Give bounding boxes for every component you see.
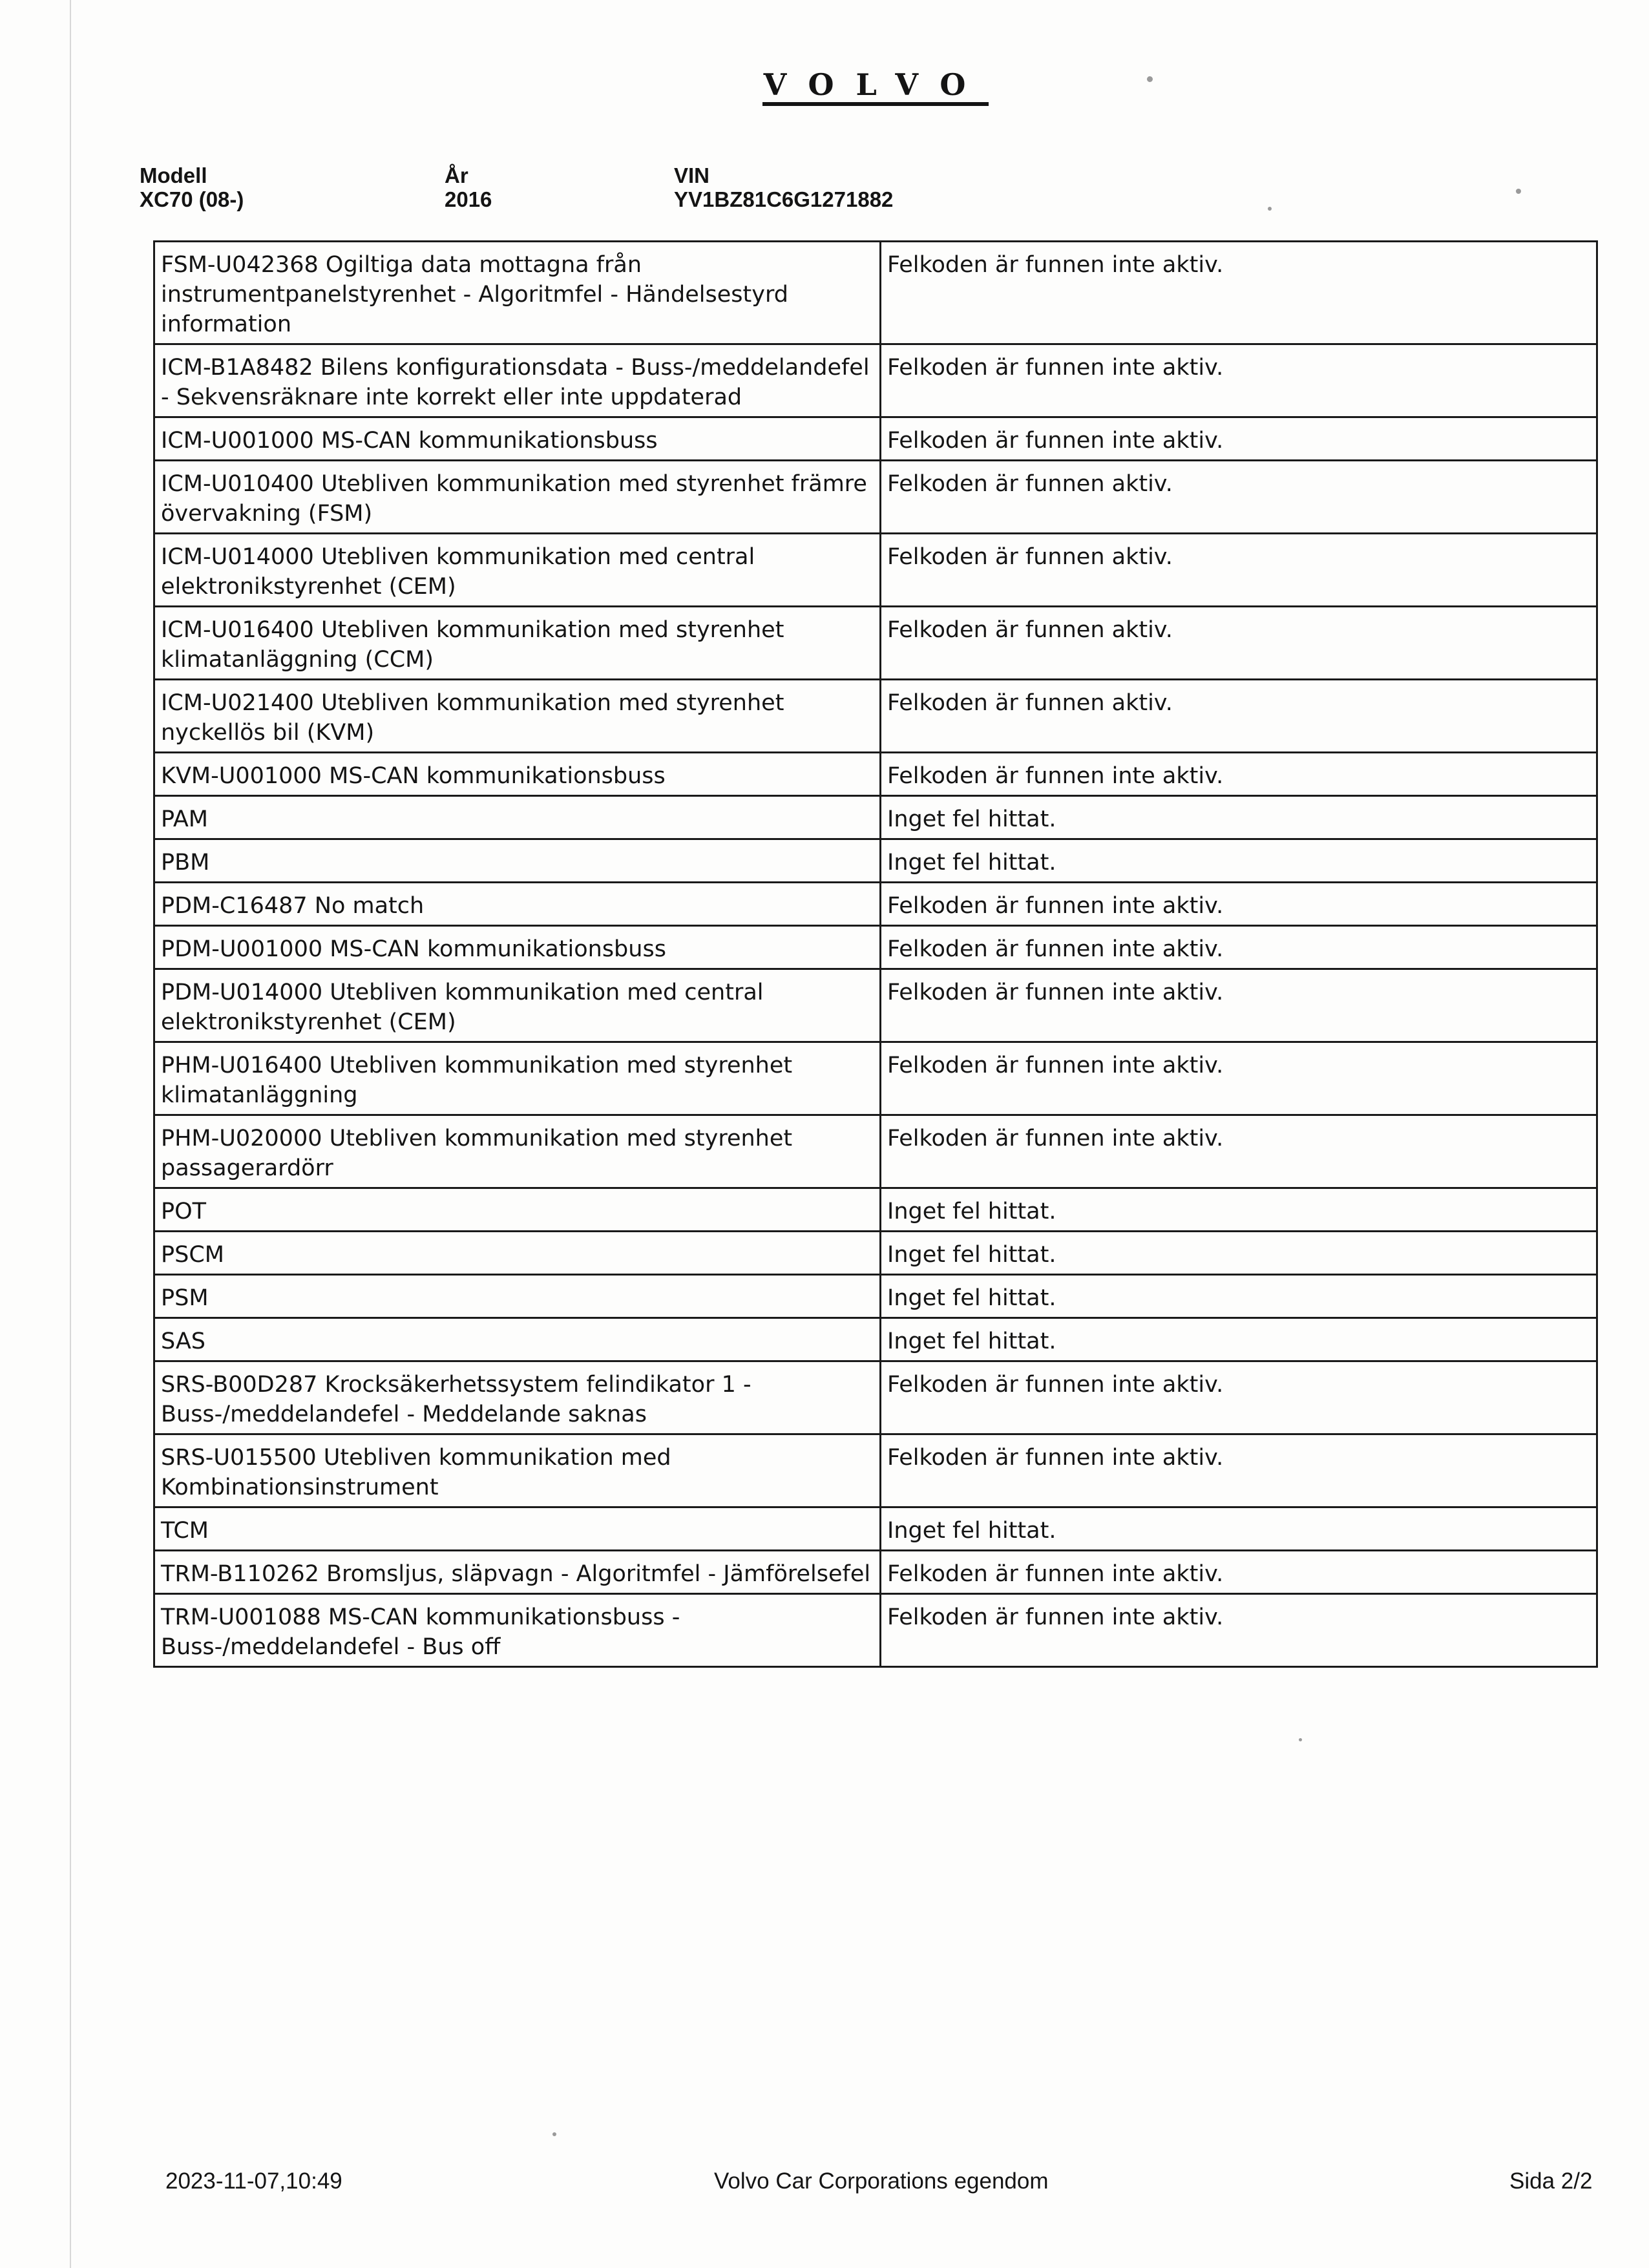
table-row	[154, 1551, 1597, 1594]
fault-status-cell: Felkoden är funnen aktiv.	[881, 534, 1597, 607]
scan-speck	[552, 2132, 556, 2136]
fault-code-cell: ICM-U016400 Utebliven kommunikation med styrenhet klimatanläggning (CCM)	[154, 607, 881, 680]
scan-speck	[1299, 1738, 1302, 1741]
fault-status-cell: Inget fel hittat.	[881, 839, 1597, 883]
table-row	[154, 461, 1597, 534]
table-row	[154, 534, 1597, 607]
table-row	[154, 242, 1597, 344]
fault-code-cell: PHM-U016400 Utebliven kommunikation med styrenhet klimatanläggning	[154, 1042, 881, 1115]
model-label: Modell	[140, 163, 207, 187]
fault-status-cell: Felkoden är funnen inte aktiv.	[881, 1434, 1597, 1507]
fault-code-cell: PSCM	[154, 1232, 881, 1275]
fault-status-cell: Felkoden är funnen inte aktiv.	[881, 417, 1597, 461]
fault-status-cell: Felkoden är funnen inte aktiv.	[881, 1115, 1597, 1188]
fault-code-cell: TRM-B110262 Bromsljus, släpvagn - Algoritmfel - Jämförelsefel	[154, 1551, 881, 1594]
fault-status-cell: Felkoden är funnen inte aktiv.	[881, 969, 1597, 1042]
fault-status-cell: Felkoden är funnen inte aktiv.	[881, 344, 1597, 417]
table-row	[154, 1188, 1597, 1232]
fault-code-cell: PDM-C16487 No match	[154, 883, 881, 926]
vin-value: YV1BZ81C6G1271882	[674, 187, 894, 211]
fault-code-cell: FSM-U042368 Ogiltiga data mottagna från instrumentpanelstyrenhet - Algoritmfel - Händelsestyrd information	[154, 242, 881, 344]
table-row	[154, 1361, 1597, 1434]
fault-status-cell: Inget fel hittat.	[881, 1318, 1597, 1361]
footer-timestamp: 2023-11-07,10:49	[165, 2168, 342, 2194]
table-row	[154, 1434, 1597, 1507]
footer-page-number: Sida 2/2	[1509, 2168, 1593, 2194]
fault-status-cell: Felkoden är funnen aktiv.	[881, 461, 1597, 534]
table-row	[154, 839, 1597, 883]
table-row	[154, 753, 1597, 796]
fault-code-cell: ICM-U010400 Utebliven kommunikation med styrenhet främre övervakning (FSM)	[154, 461, 881, 534]
table-row	[154, 344, 1597, 417]
fault-code-cell: ICM-U021400 Utebliven kommunikation med styrenhet nyckellös bil (KVM)	[154, 680, 881, 753]
year-value: 2016	[445, 187, 492, 211]
table-row	[154, 1115, 1597, 1188]
table-row	[154, 607, 1597, 680]
table-row	[154, 1232, 1597, 1275]
fault-status-cell: Felkoden är funnen inte aktiv.	[881, 926, 1597, 969]
table-row	[154, 1507, 1597, 1551]
fault-status-cell: Felkoden är funnen inte aktiv.	[881, 1361, 1597, 1434]
fault-code-cell: ICM-B1A8482 Bilens konfigurationsdata - Buss-/meddelandefel - Sekvensräknare inte korrekt eller inte uppdaterad	[154, 344, 881, 417]
fault-code-cell: SRS-U015500 Utebliven kommunikation med Kombinationsinstrument	[154, 1434, 881, 1507]
fault-code-cell: SAS	[154, 1318, 881, 1361]
table-row	[154, 1042, 1597, 1115]
table-row	[154, 1275, 1597, 1318]
table-row	[154, 926, 1597, 969]
scan-binding-line	[70, 0, 71, 2268]
fault-code-cell: PDM-U001000 MS-CAN kommunikationsbuss	[154, 926, 881, 969]
fault-code-cell: POT	[154, 1188, 881, 1232]
model-value: XC70 (08-)	[140, 187, 244, 211]
fault-status-cell: Felkoden är funnen inte aktiv.	[881, 883, 1597, 926]
fault-code-cell: PSM	[154, 1275, 881, 1318]
fault-status-cell: Felkoden är funnen inte aktiv.	[881, 1042, 1597, 1115]
table-row	[154, 883, 1597, 926]
fault-status-cell: Felkoden är funnen inte aktiv.	[881, 242, 1597, 344]
fault-status-cell: Inget fel hittat.	[881, 1188, 1597, 1232]
fault-code-cell: PHM-U020000 Utebliven kommunikation med styrenhet passagerardörr	[154, 1115, 881, 1188]
fault-status-cell: Inget fel hittat.	[881, 1232, 1597, 1275]
scan-speck	[1147, 76, 1153, 82]
fault-code-cell: ICM-U014000 Utebliven kommunikation med central elektronikstyrenhet (CEM)	[154, 534, 881, 607]
volvo-logo: VOLVO	[762, 70, 989, 106]
table-row	[154, 1594, 1597, 1667]
fault-code-table	[153, 240, 1598, 1668]
fault-code-cell: KVM-U001000 MS-CAN kommunikationsbuss	[154, 753, 881, 796]
fault-code-cell: PDM-U014000 Utebliven kommunikation med central elektronikstyrenhet (CEM)	[154, 969, 881, 1042]
fault-status-cell: Inget fel hittat.	[881, 796, 1597, 839]
fault-status-cell: Inget fel hittat.	[881, 1507, 1597, 1551]
year-label: År	[445, 163, 468, 187]
footer-owner: Volvo Car Corporations egendom	[714, 2168, 1049, 2194]
fault-code-cell: PAM	[154, 796, 881, 839]
fault-status-cell: Felkoden är funnen inte aktiv.	[881, 1551, 1597, 1594]
scan-speck	[1516, 189, 1521, 194]
fault-code-cell: TCM	[154, 1507, 881, 1551]
table-row	[154, 796, 1597, 839]
scan-speck	[1268, 207, 1272, 211]
table-row	[154, 1318, 1597, 1361]
fault-code-cell: PBM	[154, 839, 881, 883]
fault-code-cell: TRM-U001088 MS-CAN kommunikationsbuss - Buss-/meddelandefel - Bus off	[154, 1594, 881, 1667]
fault-status-cell: Felkoden är funnen aktiv.	[881, 607, 1597, 680]
table-row	[154, 969, 1597, 1042]
table-row	[154, 680, 1597, 753]
fault-status-cell: Felkoden är funnen aktiv.	[881, 680, 1597, 753]
fault-status-cell: Felkoden är funnen inte aktiv.	[881, 1594, 1597, 1667]
vin-label: VIN	[674, 163, 710, 187]
fault-code-cell: ICM-U001000 MS-CAN kommunikationsbuss	[154, 417, 881, 461]
table-row	[154, 417, 1597, 461]
fault-code-cell: SRS-B00D287 Krocksäkerhetssystem felindikator 1 - Buss-/meddelandefel - Meddelande saknas	[154, 1361, 881, 1434]
fault-status-cell: Inget fel hittat.	[881, 1275, 1597, 1318]
fault-status-cell: Felkoden är funnen inte aktiv.	[881, 753, 1597, 796]
